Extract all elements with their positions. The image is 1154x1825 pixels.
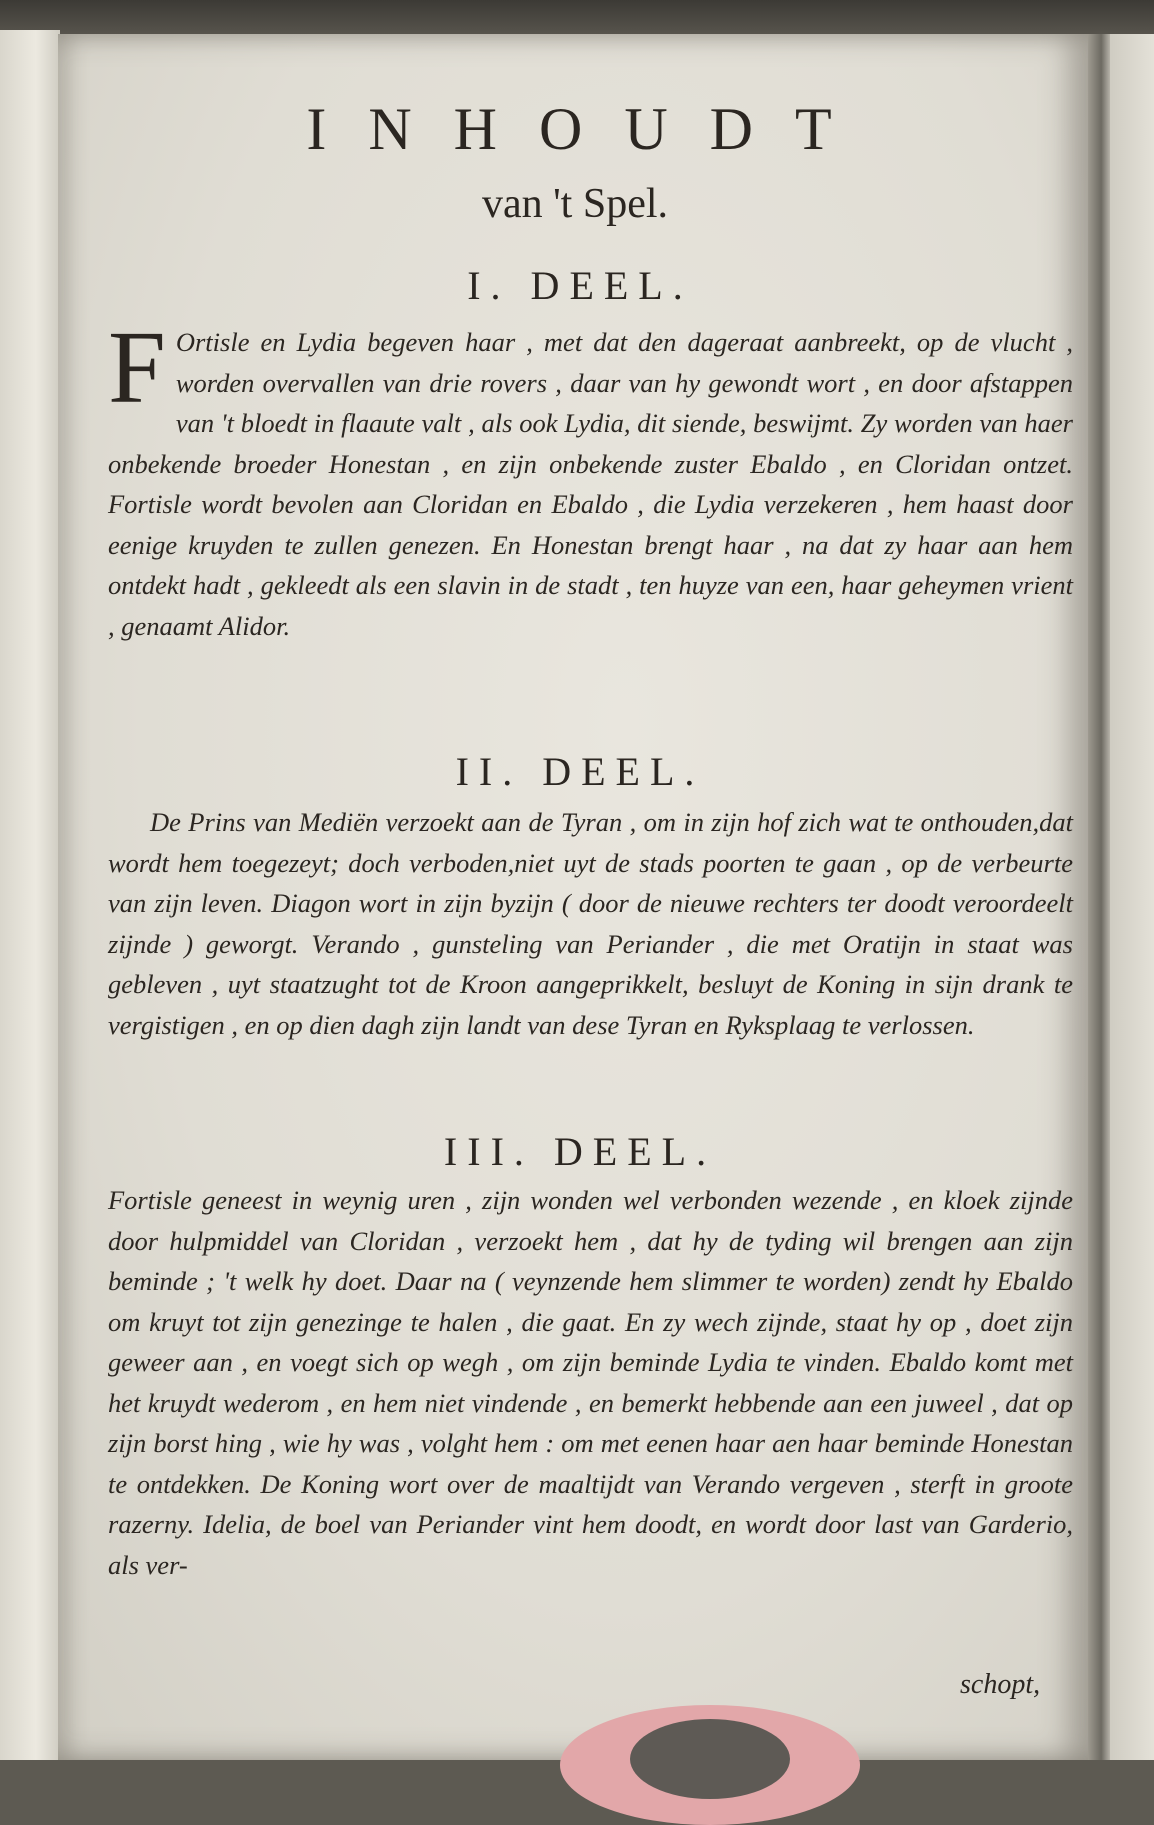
adjacent-page-edge <box>1110 34 1154 1760</box>
section-text-1-body: Ortisle en Lydia begeven haar , met dat den dageraat aanbreekt, op de vlucht , worden overvallen van drie rovers , daar van hy gewondt wort , en door afstappen van 't bloedt in flaaute valt , als ook Lydia, dit siende, beswijmt. Zy worden van haer onbekende broeder Honestan , en zijn onbekende zuster Ebaldo , en Cloridan ontzet. Fortisle wordt bevolen aan Cloridan en Ebaldo , die Lydia verzekeren , hem haast door eenige kruyden te zullen genezen. En Honestan brengt haar , na dat zy haar aan hem ontdekt hadt , gekleedt als een slavin in de stadt , ten huyze van een, haar geheymen vrient , genaamt Alidor. <box>108 327 1073 641</box>
section-text-1 <box>108 310 1073 646</box>
page-title: INHOUDT <box>306 96 874 162</box>
drop-cap: F <box>108 310 166 425</box>
finger-obstruction <box>560 1705 860 1825</box>
section-heading-1: I. DEEL. <box>467 263 693 308</box>
left-page-edge <box>0 30 60 1760</box>
book-gutter <box>1088 34 1110 1760</box>
page-subtitle: van 't Spel. <box>481 181 669 227</box>
section-heading-2: II. DEEL. <box>455 749 705 794</box>
section-text-2: De Prins van Mediën verzoekt aan de Tyran , om in zijn hof zich wat te onthouden,dat wordt hem toegezeyt; doch verboden,niet uyt de stads poorten te gaan , op de verbeurte van zijn leven. Diagon wort in zijn byzijn ( door de nieuwe rechters ter doodt veroordeelt zijnde ) geworgt. Verando , gunsteling van Periander , die met Oratijn in staat was gebleven , uyt staatzught tot de Kroon aangeprikkelt, besluyt de Koning in sijn drank te vergistigen , en op dien dagh zijn landt van dese Tyran en Ryksplaag te verlossen. <box>108 807 1073 1040</box>
section-heading-3: III. DEEL. <box>443 1129 717 1174</box>
catchword: schopt, <box>960 1669 1041 1700</box>
section-text-3: Fortisle geneest in weynig uren , zijn wonden wel verbonden wezende , en kloek zijnde door hulpmiddel van Cloridan , verzoekt hem , dat hy de tyding wil brengen aan zijn beminde ; 't welk hy doet. Daar na ( veynzende hem slimmer te worden) zendt hy Ebaldo om kruyt tot zijn genezinge te halen , die gaat. En zy wech zijnde, staat hy op , doet zijn geweer aan , en voegt sich op wegh , om zijn beminde Lydia te vinden. Ebaldo komt met het kruydt wederom , en hem niet vindende , en bemerkt hebbende aan een juweel , dat op zijn borst hing , wie hy was , volght hem : om met eenen haar aen haar beminde Honestan te ontdekken. De Koning wort over de maaltijdt van Verando vergeven , sterft in groote razerny. Idelia, de boel van Periander vint hem doodt, en wordt door last van Garderio, als ver- <box>108 1185 1073 1580</box>
